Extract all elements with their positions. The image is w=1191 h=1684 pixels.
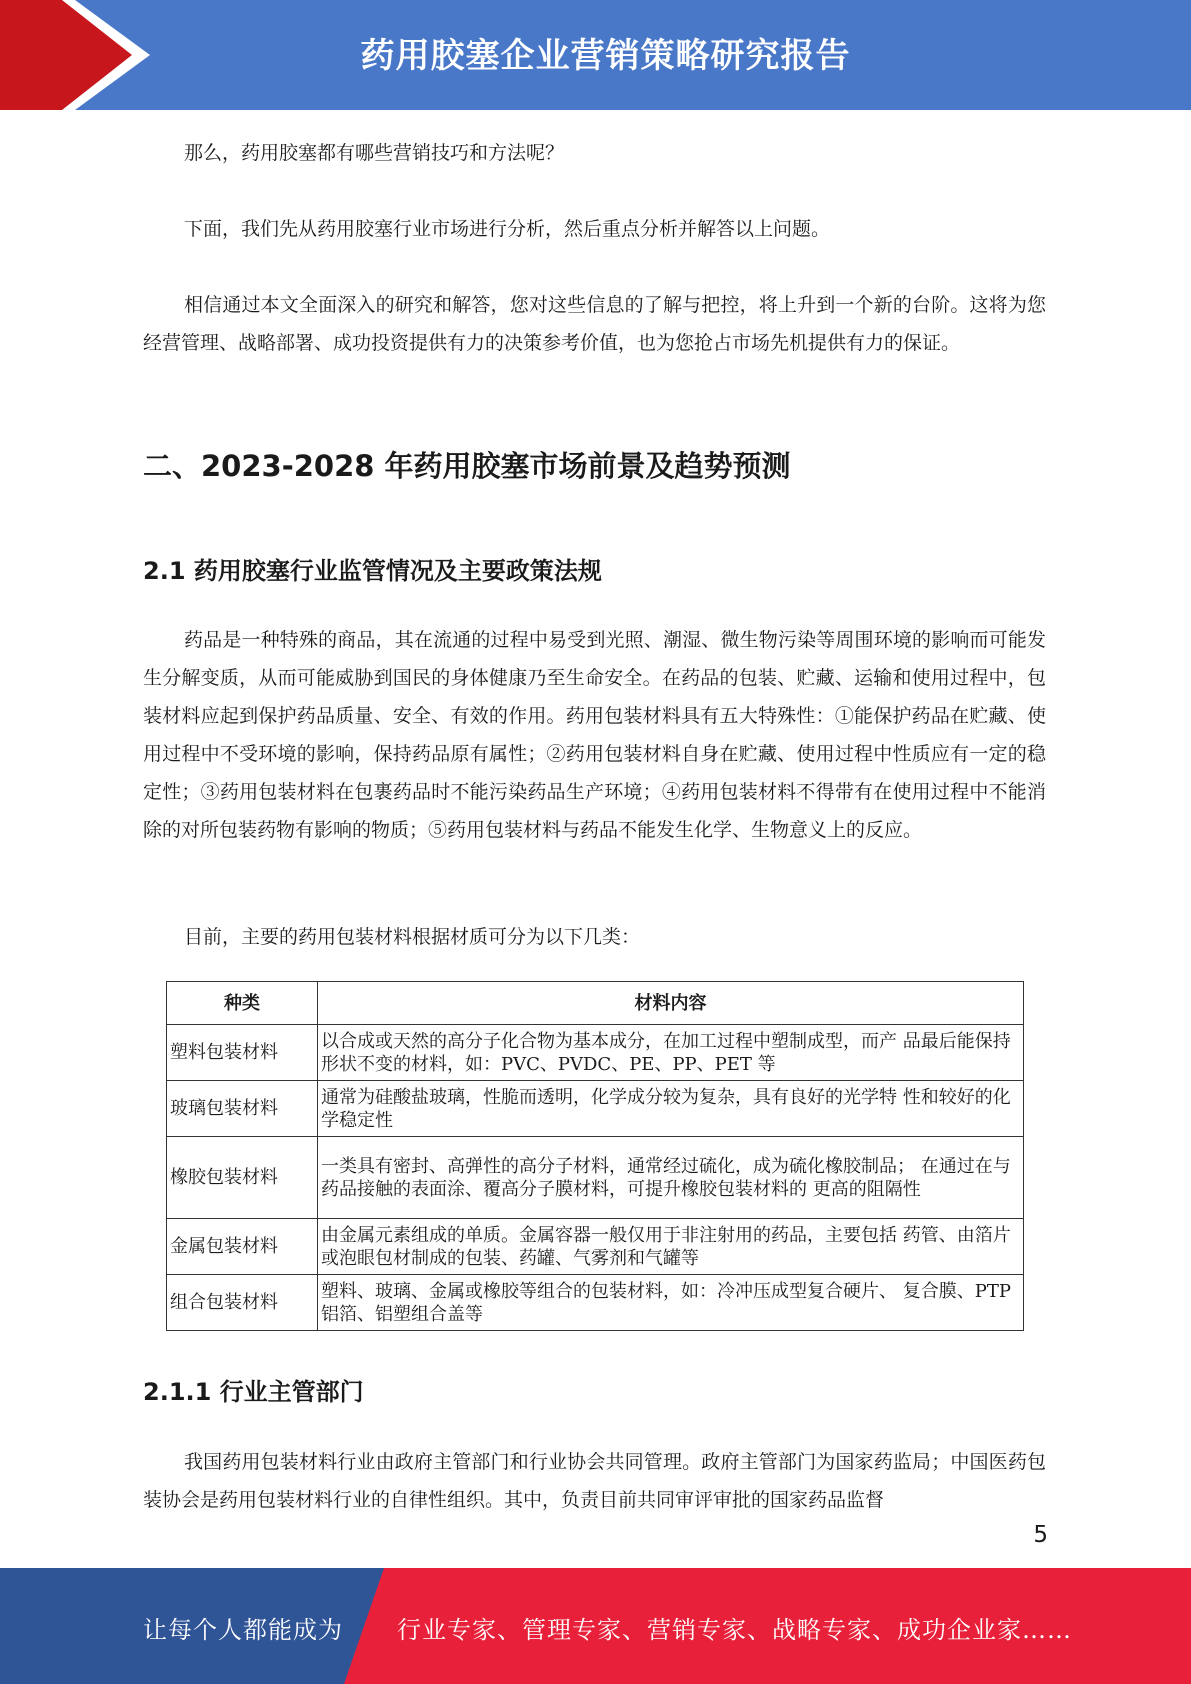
- content-cell: 由金属元素组成的单质。金属容器一般仅用于非注射用的药品，主要包括 药管、由箔片或泡眼包材制成的包装、药罐、气雾剂和气罐等: [318, 1219, 1024, 1275]
- column-header-kind: 种类: [167, 982, 318, 1025]
- intro-paragraph-2: 下面，我们先从药用胶塞行业市场进行分析，然后重点分析并解答以上问题。: [184, 218, 831, 240]
- section-heading: 二、2023-2028 年药用胶塞市场前景及趋势预测: [143, 449, 791, 483]
- page-header: [0, 0, 1191, 110]
- kind-cell: 玻璃包装材料: [167, 1081, 318, 1137]
- kind-cell: 金属包装材料: [167, 1219, 318, 1275]
- department-paragraph: 我国药用包装材料行业由政府主管部门和行业协会共同管理。政府主管部门为国家药监局；中国医药包装协会是药用包装材料行业的自律性组织。其中，负责目前共同审评审批的国家药品监督: [143, 1451, 1046, 1511]
- content-cell: 一类具有密封、高弹性的高分子材料，通常经过硫化，成为硫化橡胶制品； 在通过在与药品接触的表面涂、覆高分子膜材料，可提升橡胶包装材料的 更高的阻隔性: [318, 1137, 1024, 1219]
- regulation-paragraph: 药品是一种特殊的商品，其在流通的过程中易受到光照、潮湿、微生物污染等周围环境的影响而可能发生分解变质，从而可能威胁到国民的身体健康乃至生命安全。在药品的包装、贮藏、运输和使用过程中，包装材料应起到保护药品质量、安全、有效的作用。药用包装材料具有五大特殊性：①能保护药品在贮藏、使用过程中不受环境的影响，保持药品原有属性；②药用包装材料自身在贮藏、使用过程中性质应有一定的稳定性；③药用包装材料在包裹药品时不能污染药品生产环境；④药用包装材料不得带有在使用过程中不能消除的对所包装药物有影响的物质；⑤药用包装材料与药品不能发生化学、生物意义上的反应。: [143, 629, 1046, 841]
- table-row: [167, 1275, 1024, 1331]
- kind-cell: 组合包装材料: [167, 1275, 318, 1331]
- kind-cell: 橡胶包装材料: [167, 1137, 318, 1219]
- content-cell: 通常为硅酸盐玻璃，性脆而透明，化学成分较为复杂，具有良好的光学特 性和较好的化学稳定性: [318, 1081, 1024, 1137]
- intro-paragraph-1: 那么，药用胶塞都有哪些营销技巧和方法呢？: [184, 142, 565, 164]
- content-cell: 塑料、玻璃、金属或橡胶等组合的包装材料，如：冷冲压成型复合硬片、 复合膜、PTP 铝箔、铝塑组合盖等: [318, 1275, 1024, 1331]
- footer-slogan-right: 行业专家、管理专家、营销专家、战略专家、成功企业家……: [397, 1616, 1072, 1644]
- table-row: [167, 1025, 1024, 1081]
- page-number: 5: [1033, 1522, 1048, 1548]
- intro-paragraph-3: 相信通过本文全面深入的研究和解答，您对这些信息的了解与把控，将上升到一个新的台阶。这将为您经营管理、战略部署、成功投资提供有力的决策参考价值，也为您抢占市场先机提供有力的保证。: [143, 294, 1046, 354]
- table-row: [167, 1137, 1024, 1219]
- kind-cell: 塑料包装材料: [167, 1025, 318, 1081]
- table-intro-paragraph: 目前，主要的药用包装材料根据材质可分为以下几类：: [184, 926, 641, 948]
- table-row: [167, 1219, 1024, 1275]
- materials-table: [166, 981, 1024, 1331]
- column-header-content: 材料内容: [318, 982, 1024, 1025]
- table-header-row: [167, 982, 1024, 1025]
- report-title: 药用胶塞企业营销策略研究报告: [360, 36, 851, 76]
- footer-slogan-left: 让每个人都能成为: [143, 1616, 343, 1644]
- subsection-heading: 2.1 药用胶塞行业监管情况及主要政策法规: [143, 557, 602, 585]
- subsubsection-heading: 2.1.1 行业主管部门: [143, 1378, 364, 1406]
- table-row: [167, 1081, 1024, 1137]
- content-cell: 以合成或天然的高分子化合物为基本成分，在加工过程中塑制成型，而产 品最后能保持形状不变的材料，如：PVC、PVDC、PE、PP、PET 等: [318, 1025, 1024, 1081]
- page-footer: [0, 1568, 1191, 1684]
